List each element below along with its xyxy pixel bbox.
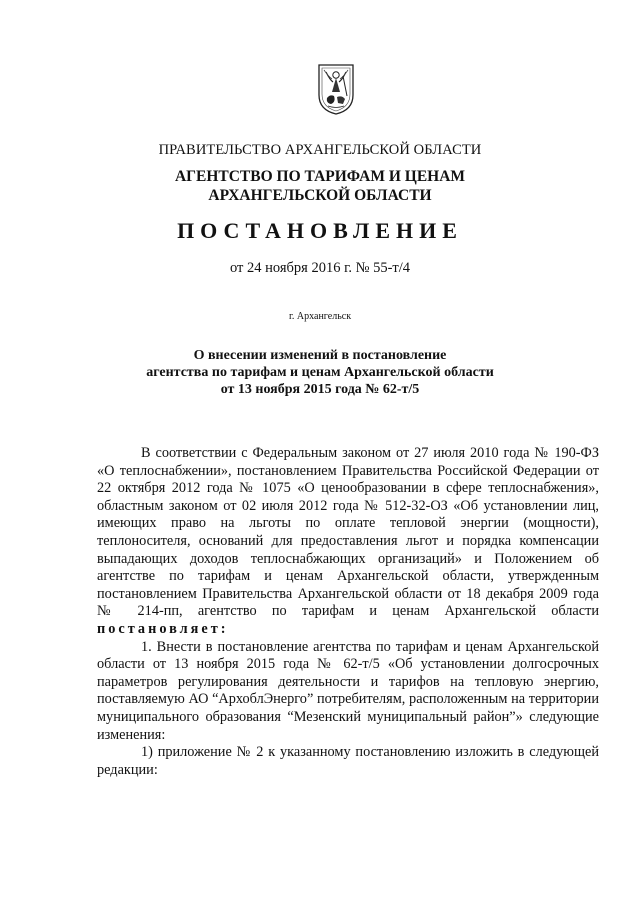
subject-line3: от 13 ноября 2015 года № 62-т/5 xyxy=(220,382,420,397)
agency-name xyxy=(0,167,640,205)
document-body xyxy=(97,445,599,779)
agency-name-line1: АГЕНТСТВО ПО ТАРИФАМ И ЦЕНАМ xyxy=(174,168,466,185)
document-date-number: от 24 ноября 2016 г. № 55-т/4 xyxy=(229,260,411,276)
subject-line1: О внесении изменений в постановление xyxy=(193,348,447,363)
coat-of-arms-icon xyxy=(316,62,356,116)
preamble-text: В соответствии с Федеральным законом от 27 июля 2010 года № 190-ФЗ «О теплоснабжении», постановлением Правительства Российской Федерации от 22 октября 2012 года № 1075 «О ценообразовании в сфере теплоснабжения», областным законом от 02 июля 2012 года № 512-32-ОЗ «Об установлении лиц, имеющих право на льготы по оплате тепловой энергии (мощности), теплоносителя, оснований для предоставления льгот и порядка компенсации выпадающих доходов теплоснабжающих организаций» и Положением об агентстве по тарифам и ценам Архангельской области, утвержденным постановлением Правительства Архангельской области от 18 декабря 2009 года № 214-пп, агентство по тарифам и ценам Архангельской области xyxy=(97,445,599,620)
clause-1-1-paragraph: 1) приложение № 2 к указанному постановлению изложить в следующей редакции: xyxy=(97,744,599,778)
resolution-keyword: постановляет: xyxy=(97,620,229,637)
document-subject xyxy=(0,347,640,398)
preamble-paragraph xyxy=(97,445,599,639)
document-type-title: ПОСТАНОВЛЕНИЕ xyxy=(177,218,463,243)
subject-line2: агентства по тарифам и ценам Архангельской области xyxy=(146,365,494,380)
document-city: г. Архангельск xyxy=(288,311,352,322)
clause-1-paragraph: 1. Внести в постановление агентства по тарифам и ценам Архангельской области от 13 ноября 2015 года № 62-т/5 «Об установлении долгосрочных параметров регулирования деятельности и тарифов на тепловую энергию, поставляемую АО “АрхоблЭнерго” потребителям, расположенным на территории муниципального образования “Мезенский муниципальный район”» следующие изменения: xyxy=(97,638,599,743)
government-name: ПРАВИТЕЛЬСТВО АРХАНГЕЛЬСКОЙ ОБЛАСТИ xyxy=(158,142,482,158)
agency-name-line2: АРХАНГЕЛЬСКОЙ ОБЛАСТИ xyxy=(208,187,432,204)
